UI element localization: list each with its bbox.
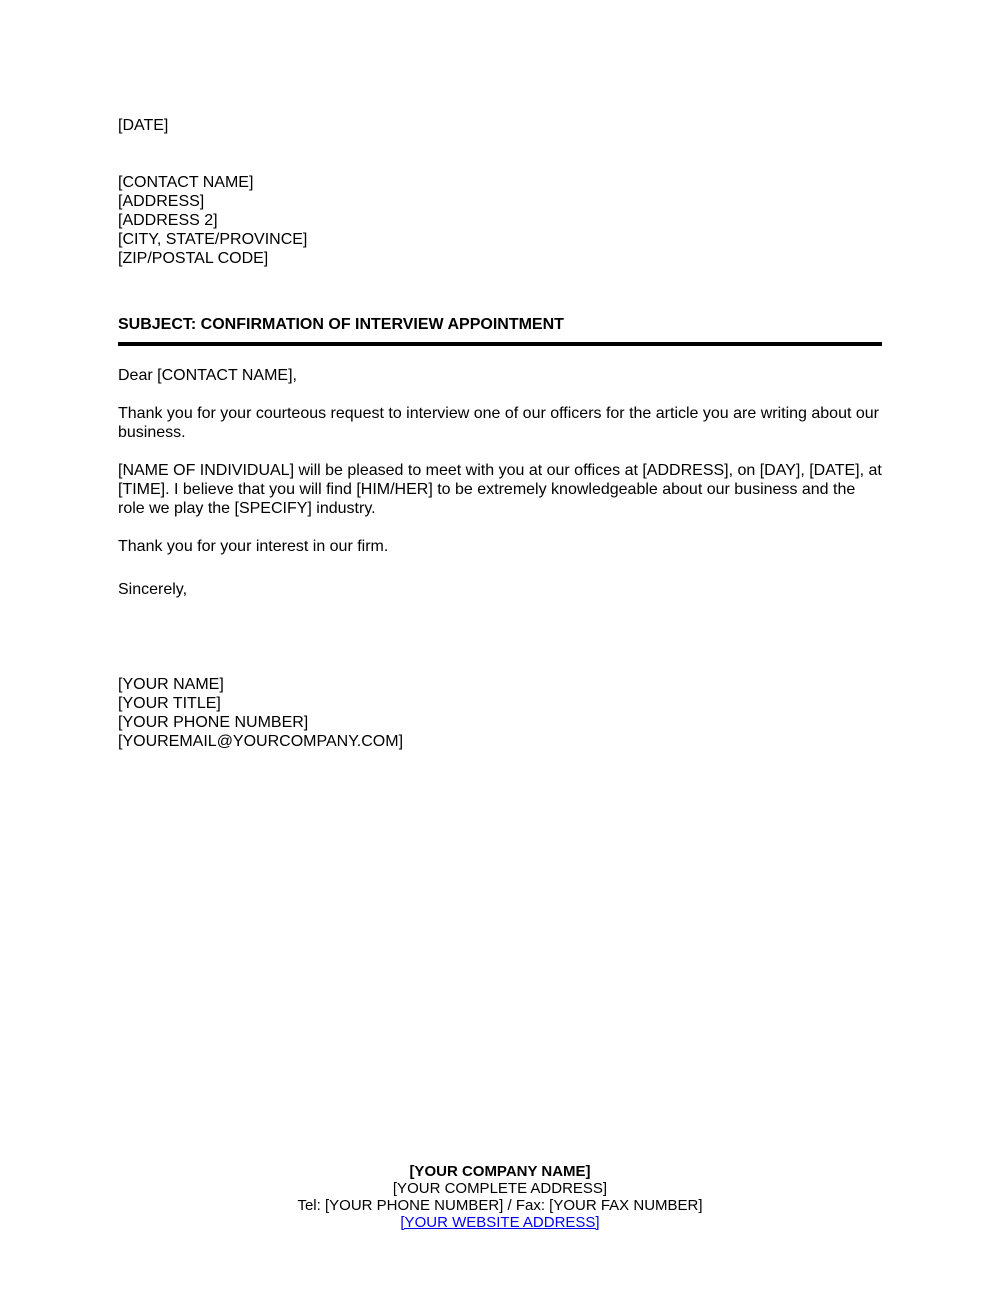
letterhead-footer (0, 1163, 1000, 1231)
signature-block (118, 675, 882, 751)
subject-line: SUBJECT: CONFIRMATION OF INTERVIEW APPOINTMENT (118, 315, 882, 346)
paragraph-interest-thanks: Thank you for your interest in our firm. (118, 538, 389, 555)
footer-contact: Tel: [YOUR PHONE NUMBER] / Fax: [YOUR FAX NUMBER] (297, 1197, 703, 1214)
signature-name: [YOUR NAME] (118, 676, 224, 693)
closing: Sincerely, (118, 581, 188, 598)
recipient-address: [ADDRESS] (118, 193, 205, 210)
recipient-contact-name: [CONTACT NAME] (118, 174, 254, 191)
recipient-city-state: [CITY, STATE/PROVINCE] (118, 231, 308, 248)
footer-company-name: [YOUR COMPANY NAME] (409, 1163, 591, 1180)
salutation: Dear [CONTACT NAME], (118, 367, 297, 384)
paragraph-request-thanks: Thank you for your courteous request to interview one of our officers for the article you are writing about our business. (118, 405, 879, 441)
recipient-address-2: [ADDRESS 2] (118, 212, 218, 229)
footer-website-link[interactable]: [YOUR WEBSITE ADDRESS] (400, 1214, 600, 1231)
paragraph-meeting-details: [NAME OF INDIVIDUAL] will be pleased to meet with you at our offices at [ADDRESS], on [DAY], [DATE], at [TIME]. I believe that you will find [HIM/HER] to be extremely knowledgeable about our business and the role we play the [SPECIFY] industry. (118, 462, 882, 517)
recipient-zip: [ZIP/POSTAL CODE] (118, 250, 269, 267)
signature-email: [YOUREMAIL@YOURCOMPANY.COM] (118, 733, 404, 750)
signature-phone: [YOUR PHONE NUMBER] (118, 714, 309, 731)
footer-address: [YOUR COMPLETE ADDRESS] (392, 1180, 608, 1197)
date-block (118, 116, 882, 135)
recipient-address-block (118, 173, 882, 268)
letter-body (118, 116, 882, 751)
signature-title: [YOUR TITLE] (118, 695, 221, 712)
letter-date: [DATE] (118, 117, 169, 134)
